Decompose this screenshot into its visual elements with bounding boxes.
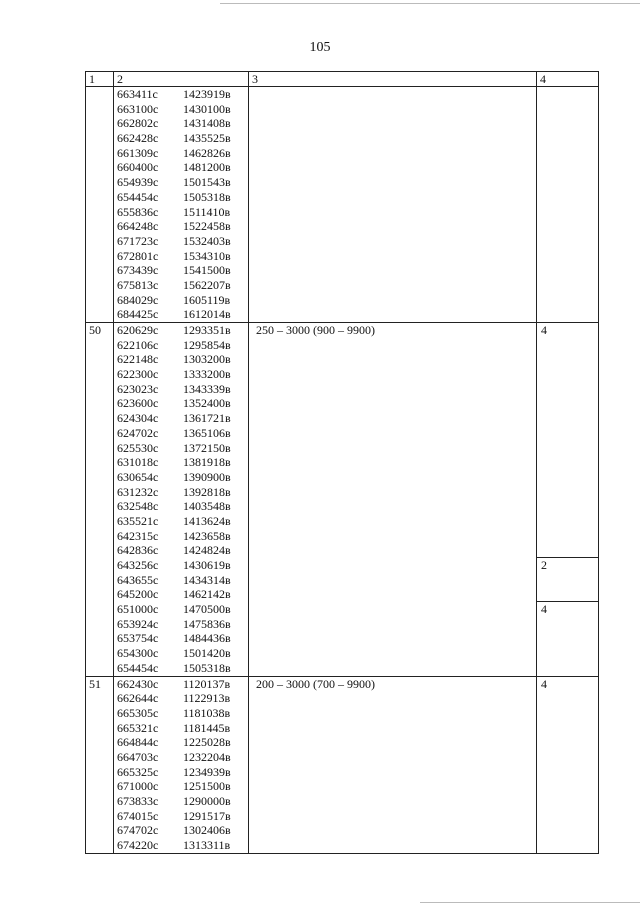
latitude-code: 631018с <box>117 455 159 470</box>
coordinate-line <box>117 809 248 824</box>
latitude-code: 662428с <box>117 131 159 146</box>
longitude-code: 1232204в <box>183 749 231 764</box>
longitude-code: 1295854в <box>183 337 231 352</box>
coordinate-line <box>117 631 248 646</box>
longitude-code: 1293351в <box>183 323 231 337</box>
longitude-code: 1541500в <box>183 263 231 278</box>
coordinates-table <box>85 71 599 854</box>
latitude-code: 660400с <box>117 160 159 175</box>
longitude-code: 1562207в <box>183 277 231 292</box>
coordinate-line <box>117 838 248 853</box>
longitude-code: 1430619в <box>183 558 231 572</box>
longitude-code: 1120137в <box>183 676 231 691</box>
longitude-code: 1423919в <box>183 87 231 101</box>
table-header-row <box>86 72 599 87</box>
coordinates-cell <box>114 676 249 853</box>
longitude-code: 1605119в <box>183 292 231 307</box>
coordinate-line <box>117 338 248 353</box>
longitude-code: 1424824в <box>183 543 231 558</box>
coordinate-line <box>117 249 248 264</box>
longitude-code: 1462142в <box>183 587 231 602</box>
longitude-code: 1423658в <box>183 528 231 543</box>
longitude-code: 1365106в <box>183 425 231 440</box>
longitude-code: 1522458в <box>183 219 231 234</box>
latitude-code: 643655с <box>117 572 159 587</box>
range-cell <box>249 323 537 677</box>
coordinate-line <box>117 146 248 161</box>
longitude-code: 1291517в <box>183 808 231 823</box>
longitude-code: 1434314в <box>183 572 231 587</box>
longitude-code: 1462826в <box>183 145 231 160</box>
longitude-code: 1234939в <box>183 764 231 779</box>
longitude-code: 1381918в <box>183 455 231 470</box>
coordinate-line <box>117 323 248 338</box>
table-group-row <box>86 87 599 323</box>
table-group-row <box>86 676 599 853</box>
longitude-code: 1431408в <box>183 116 231 131</box>
latitude-code: 620629с <box>117 323 159 337</box>
longitude-code: 1361721в <box>183 411 231 426</box>
coordinate-line <box>117 160 248 175</box>
latitude-code: 622106с <box>117 337 159 352</box>
coordinate-line <box>117 750 248 765</box>
coordinate-line <box>117 87 248 102</box>
coordinate-line <box>117 234 248 249</box>
longitude-code: 1303200в <box>183 352 231 367</box>
coordinate-line <box>117 529 248 544</box>
coordinate-line <box>117 677 248 692</box>
coordinate-line <box>117 352 248 367</box>
latitude-code: 624304с <box>117 411 159 426</box>
latitude-code: 674702с <box>117 823 159 838</box>
longitude-code: 1505318в <box>183 660 231 675</box>
coordinates-cell <box>114 323 249 677</box>
header-cell-3: 3 <box>249 72 537 87</box>
range-cell <box>249 87 537 323</box>
longitude-code: 1430100в <box>183 101 231 116</box>
latitude-code: 664248с <box>117 219 159 234</box>
latitude-code: 665321с <box>117 720 159 735</box>
latitude-code: 631232с <box>117 484 159 499</box>
coordinate-line <box>117 573 248 588</box>
coordinate-line <box>117 175 248 190</box>
category-value: 4 <box>541 676 547 691</box>
longitude-code: 1505318в <box>183 189 231 204</box>
longitude-code: 1390900в <box>183 469 231 484</box>
latitude-code: 654454с <box>117 189 159 204</box>
latitude-code: 654939с <box>117 175 159 190</box>
longitude-code: 1343339в <box>183 381 231 396</box>
longitude-code: 1475836в <box>183 616 231 631</box>
table-group-row <box>86 323 599 677</box>
coordinate-line <box>117 646 248 661</box>
coordinate-line <box>117 691 248 706</box>
longitude-code: 1302406в <box>183 823 231 838</box>
longitude-code: 1122913в <box>183 691 231 706</box>
longitude-code: 1181445в <box>183 720 231 735</box>
coordinate-line <box>117 602 248 617</box>
coordinates-cell <box>114 87 249 323</box>
latitude-code: 632548с <box>117 499 159 514</box>
coordinate-line <box>117 307 248 322</box>
group-number-cell: 50 <box>86 323 114 677</box>
category-value: 4 <box>541 323 547 337</box>
coordinate-line <box>117 367 248 382</box>
coordinate-line <box>117 485 248 500</box>
longitude-code: 1534310в <box>183 248 231 263</box>
latitude-code: 663411с <box>117 87 158 101</box>
longitude-code: 1225028в <box>183 735 231 750</box>
latitude-code: 625530с <box>117 440 159 455</box>
latitude-code: 672801с <box>117 248 159 263</box>
latitude-code: 642836с <box>117 543 159 558</box>
latitude-code: 684425с <box>117 307 159 322</box>
coordinate-line <box>117 382 248 397</box>
latitude-code: 662644с <box>117 691 159 706</box>
coordinate-line <box>117 426 248 441</box>
coordinate-line <box>117 721 248 736</box>
longitude-code: 1501420в <box>183 646 231 661</box>
coordinate-line <box>117 455 248 470</box>
longitude-code: 1251500в <box>183 779 231 794</box>
coordinate-line <box>117 514 248 529</box>
latitude-code: 622148с <box>117 352 159 367</box>
latitude-code: 662430с <box>117 676 159 691</box>
latitude-code: 674015с <box>117 808 159 823</box>
longitude-code: 1484436в <box>183 631 231 646</box>
category-value: 2 <box>541 558 547 573</box>
latitude-code: 630654с <box>117 469 159 484</box>
latitude-code: 675813с <box>117 277 159 292</box>
category-cell <box>537 676 599 853</box>
category-value: 4 <box>541 602 547 617</box>
longitude-code: 1501543в <box>183 175 231 190</box>
coordinate-line <box>117 293 248 308</box>
latitude-code: 645200с <box>117 587 159 602</box>
coordinate-line <box>117 219 248 234</box>
longitude-code: 1333200в <box>183 367 231 382</box>
scan-edge-line <box>420 902 640 903</box>
coordinate-line <box>117 823 248 838</box>
latitude-code: 671723с <box>117 233 159 248</box>
coordinate-line <box>117 765 248 780</box>
coordinate-line <box>117 411 248 426</box>
longitude-code: 1470500в <box>183 602 231 617</box>
longitude-code: 1511410в <box>183 204 231 219</box>
coordinate-line <box>117 102 248 117</box>
scan-edge-line <box>220 3 640 4</box>
latitude-code: 663100с <box>117 101 159 116</box>
coordinate-line <box>117 779 248 794</box>
coordinate-line <box>117 190 248 205</box>
header-cell-1: 1 <box>86 72 114 87</box>
longitude-code: 1181038в <box>183 705 231 720</box>
longitude-code: 1481200в <box>183 160 231 175</box>
longitude-code: 1612014в <box>183 307 231 322</box>
range-text: 200 – 3000 (700 – 9900) <box>256 676 375 691</box>
latitude-code: 653754с <box>117 631 159 646</box>
coordinate-line <box>117 131 248 146</box>
latitude-code: 623600с <box>117 396 159 411</box>
page-number: 105 <box>309 40 331 55</box>
latitude-code: 622300с <box>117 367 159 382</box>
latitude-code: 642315с <box>117 528 159 543</box>
latitude-code: 662802с <box>117 116 159 131</box>
coordinate-line <box>117 587 248 602</box>
coordinate-line <box>117 278 248 293</box>
coordinate-line <box>117 794 248 809</box>
header-cell-4: 4 <box>537 72 599 87</box>
coordinate-line <box>117 263 248 278</box>
range-cell <box>249 676 537 853</box>
coordinate-line <box>117 543 248 558</box>
longitude-code: 1313311в <box>183 838 231 853</box>
latitude-code: 624702с <box>117 425 159 440</box>
coordinate-line <box>117 617 248 632</box>
longitude-code: 1435525в <box>183 131 231 146</box>
latitude-code: 661309с <box>117 145 159 160</box>
latitude-code: 684029с <box>117 292 159 307</box>
latitude-code: 665305с <box>117 705 159 720</box>
longitude-code: 1413624в <box>183 513 231 528</box>
longitude-code: 1403548в <box>183 499 231 514</box>
category-cell <box>537 87 599 323</box>
latitude-code: 673439с <box>117 263 159 278</box>
latitude-code: 623023с <box>117 381 159 396</box>
group-number-cell <box>86 87 114 323</box>
coordinate-line <box>117 735 248 750</box>
coordinate-line <box>117 205 248 220</box>
latitude-code: 671000с <box>117 779 159 794</box>
coordinate-line <box>117 706 248 721</box>
latitude-code: 674220с <box>117 838 159 853</box>
category-cell <box>537 323 599 677</box>
longitude-code: 1290000в <box>183 794 231 808</box>
range-text: 250 – 3000 (900 – 9900) <box>256 323 375 337</box>
latitude-code: 651000с <box>117 602 159 617</box>
latitude-code: 654300с <box>117 646 159 661</box>
latitude-code: 664703с <box>117 749 159 764</box>
longitude-code: 1352400в <box>183 396 231 411</box>
coordinate-line <box>117 470 248 485</box>
latitude-code: 635521с <box>117 513 159 528</box>
longitude-code: 1372150в <box>183 440 231 455</box>
latitude-code: 664844с <box>117 735 159 750</box>
latitude-code: 665325с <box>117 764 159 779</box>
coordinate-line <box>117 661 248 676</box>
latitude-code: 654454с <box>117 660 159 675</box>
group-number-cell: 51 <box>86 676 114 853</box>
header-cell-2: 2 <box>114 72 249 87</box>
coordinate-line <box>117 558 248 573</box>
longitude-code: 1392818в <box>183 484 231 499</box>
latitude-code: 655836с <box>117 204 159 219</box>
latitude-code: 673833с <box>117 794 159 808</box>
coordinate-line <box>117 441 248 456</box>
coordinate-line <box>117 116 248 131</box>
coordinate-line <box>117 499 248 514</box>
coordinate-line <box>117 396 248 411</box>
latitude-code: 643256с <box>117 558 159 572</box>
latitude-code: 653924с <box>117 616 159 631</box>
longitude-code: 1532403в <box>183 233 231 248</box>
